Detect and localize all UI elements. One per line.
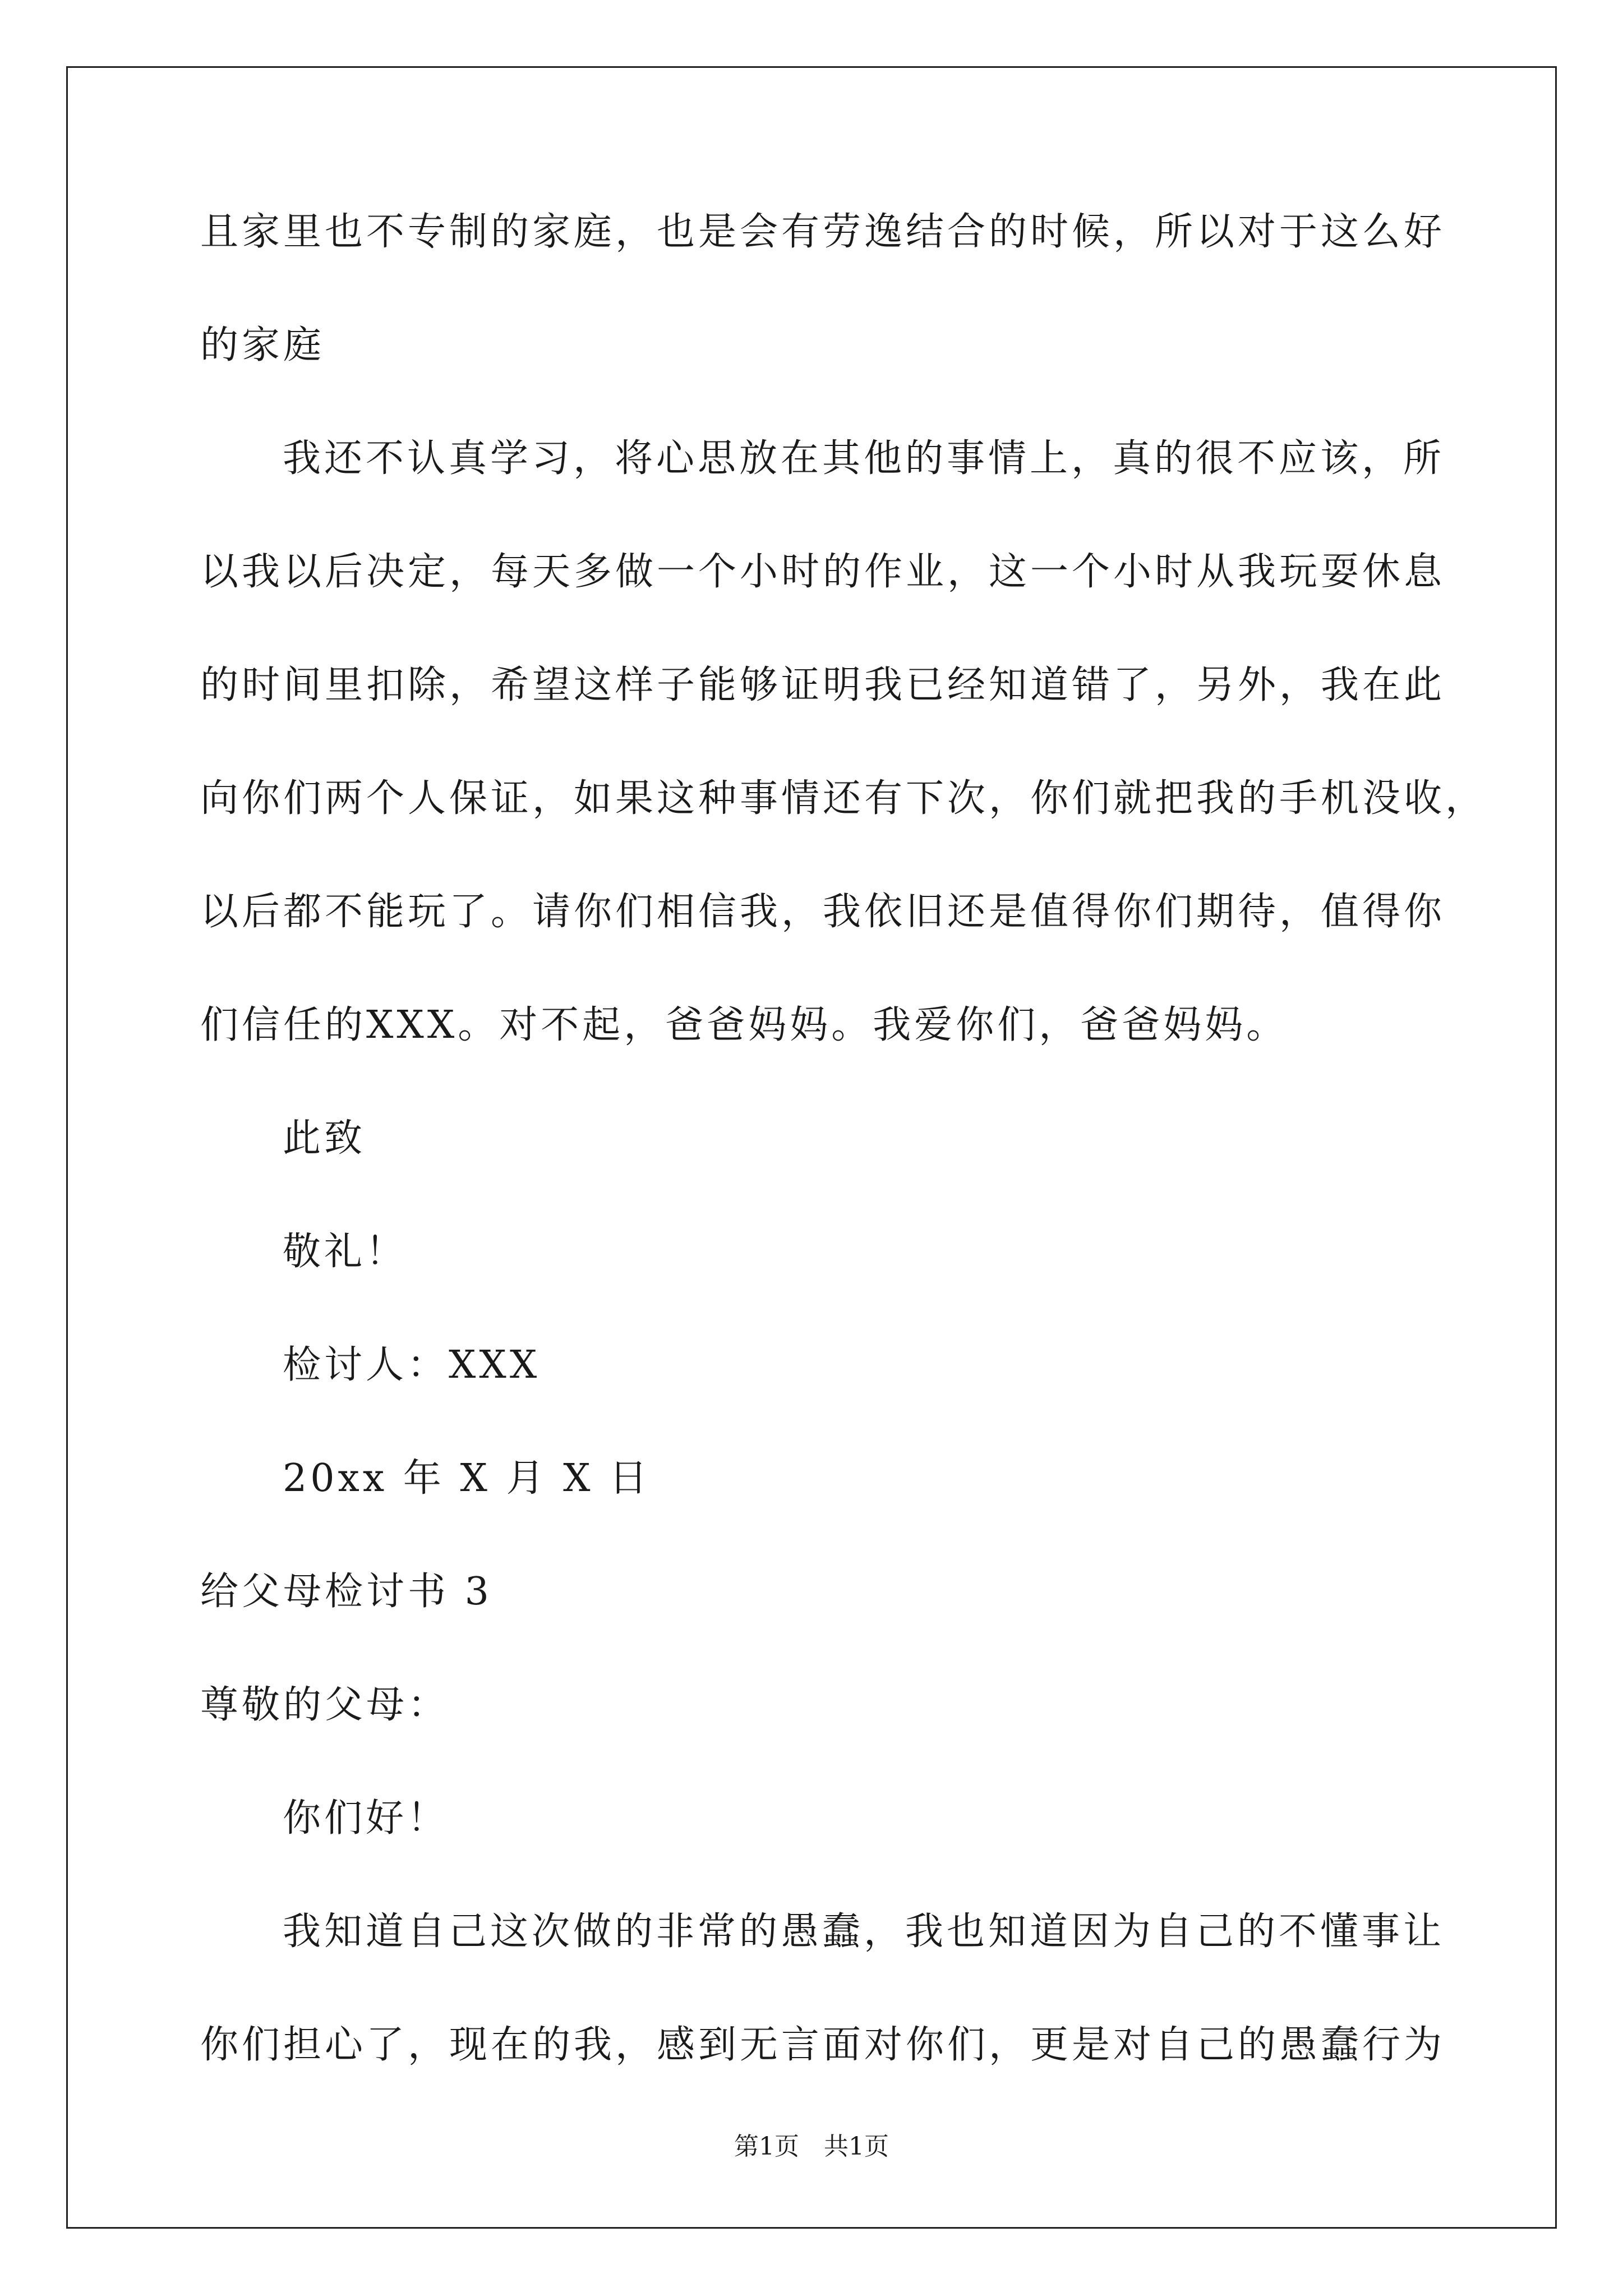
page-footer: 第1页 共1页 xyxy=(734,2132,889,2161)
paragraph-line: 你们担心了，现在的我，感到无言面对你们，更是对自己的愚蠢行为 xyxy=(200,2023,1446,2067)
paragraph-line: 以我以后决定，每天多做一个小时的作业，这一个小时从我玩耍休息 xyxy=(200,550,1446,594)
paragraph-line: 的时间里扣除，希望这样子能够证明我已经知道错了，另外，我在此 xyxy=(200,663,1446,707)
closing-regards: 敬礼！ xyxy=(283,1230,408,1274)
paragraph-line: 以后都不能玩了。请你们相信我，我依旧还是值得你们期待，值得你 xyxy=(200,890,1446,934)
greeting-recipient: 尊敬的父母： xyxy=(200,1683,450,1727)
paragraph-line: 们信任的XXX。对不起，爸爸妈妈。我爱你们，爸爸妈妈。 xyxy=(200,1003,1288,1047)
closing-salutation: 此致 xyxy=(283,1116,366,1161)
paragraph-line: 且家里也不专制的家庭，也是会有劳逸结合的时候，所以对于这么好 xyxy=(200,210,1446,254)
document-body xyxy=(200,210,1487,2139)
signature-line: 检讨人：XXX xyxy=(283,1343,541,1387)
paragraph-line: 我还不认真学习，将心思放在其他的事情上，真的很不应该，所 xyxy=(283,436,1445,481)
paragraph-line: 的家庭 xyxy=(200,323,325,367)
section-title: 给父母检讨书 3 xyxy=(200,1570,492,1614)
paragraph-line: 我知道自己这次做的非常的愚蠢，我也知道因为自己的不懂事让 xyxy=(283,1910,1445,1954)
date-line: 20xx 年 X 月 X 日 xyxy=(283,1456,651,1501)
paragraph-line: 向你们两个人保证，如果这种事情还有下次，你们就把我的手机没收， xyxy=(200,776,1487,821)
greeting: 你们好！ xyxy=(283,1796,449,1841)
